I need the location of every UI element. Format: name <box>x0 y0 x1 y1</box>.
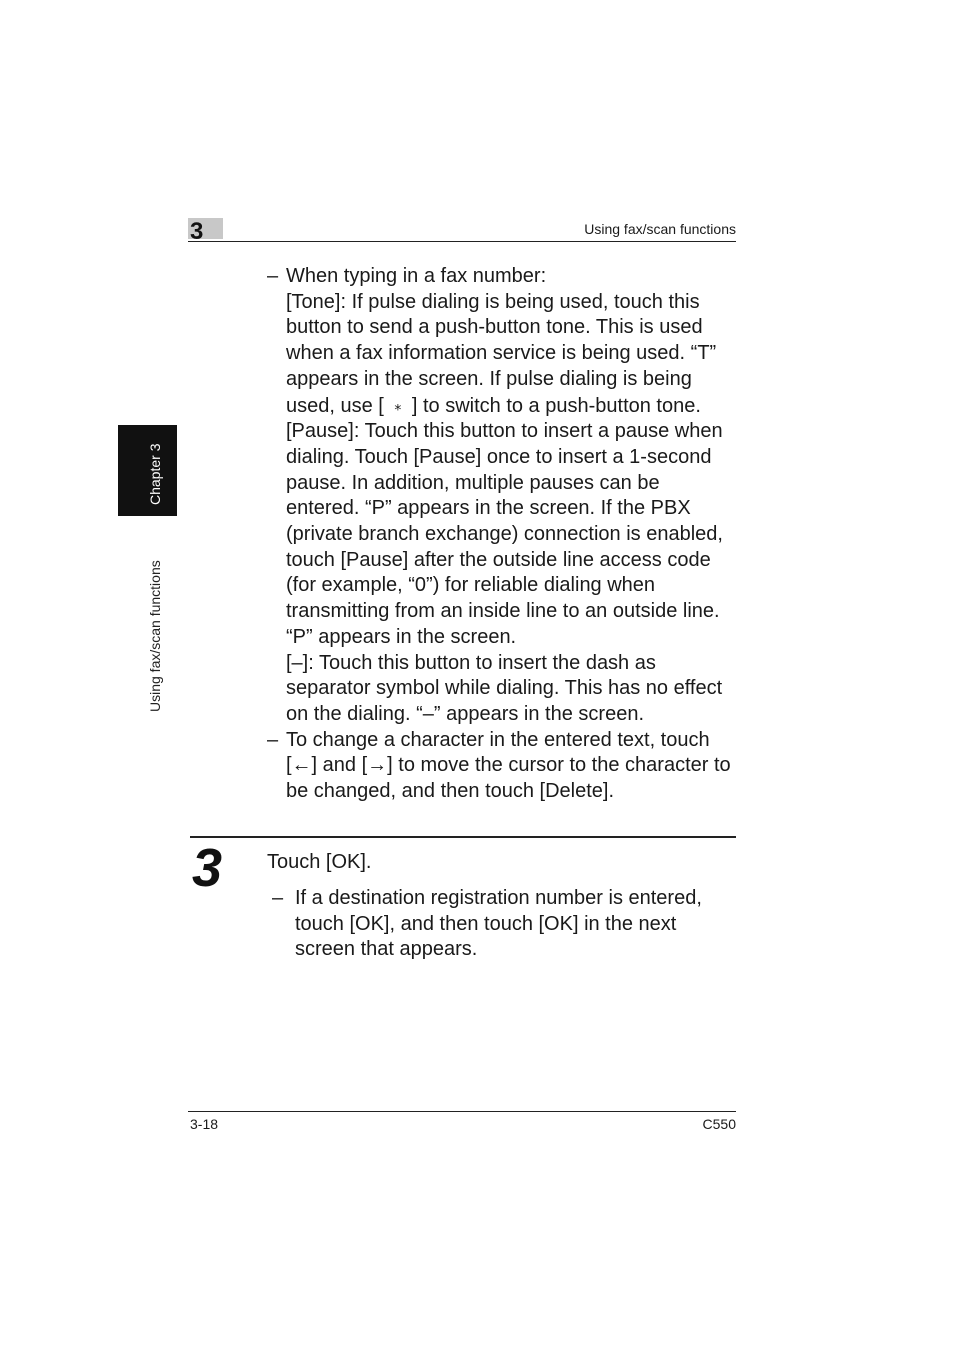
list-item-fax-number <box>267 264 737 728</box>
tone-text-before: [Tone]: If pulse dialing is being used, touch this button to send a push-button tone. This is used when a fax information service is being used. “T” appears in the screen. If pulse dialing is being used, use [ <box>286 290 717 417</box>
tone-text-after: ] to switch to a push-button tone. <box>411 394 701 417</box>
footer-rule <box>188 1111 736 1112</box>
step-note-text: If a destination registration number is entered, touch [OK], and then touch [OK] in the next screen that appears. <box>295 887 702 961</box>
list-dash: – <box>267 265 279 287</box>
pause-description: [Pause]: Touch this button to insert a pause when dialing. Touch [Pause] once to insert a 1-second pause. In addition, multiple pauses can be entered. “P” appears in the screen. If the PBX (private branch exchange) connection is enabled, touch [Pause] after the outside line access code (for example, “0”) for reliable dialing when transmitting from an inside line to an outside line. “P” appears in the screen. <box>286 420 723 648</box>
header-rule <box>188 241 736 242</box>
list-dash: – <box>272 887 284 909</box>
step-notes <box>272 886 737 963</box>
dash-key-description: [–]: Touch this button to insert the dash as separator symbol while dialing. This has no effect on the dialing. “–” appears in the screen. <box>286 651 723 725</box>
chapter-number: 3 <box>190 218 204 245</box>
fax-number-intro: When typing in a fax number: <box>286 265 547 287</box>
header-section-title: Using fax/scan functions <box>584 221 736 237</box>
asterisk-key-icon: ⁎ <box>394 396 402 413</box>
step-number: 3 <box>192 838 223 898</box>
chapter-side-tab-label: Chapter 3 <box>147 443 163 505</box>
list-item-change-character <box>267 728 737 805</box>
model-name: C550 <box>702 1116 736 1132</box>
step-rule <box>190 836 736 838</box>
section-side-label: Using fax/scan functions <box>147 560 163 712</box>
page-number: 3-18 <box>190 1116 219 1132</box>
list-dash: – <box>267 728 279 751</box>
instruction-list <box>267 264 737 805</box>
step-note-item <box>272 886 737 963</box>
step-title: Touch [OK]. <box>267 851 372 873</box>
tone-description <box>286 290 737 420</box>
change-character-text: To change a character in the entered text, touch [←] and [→] to move the cursor to the character to be changed, and then touch [Delete]. <box>286 728 731 803</box>
